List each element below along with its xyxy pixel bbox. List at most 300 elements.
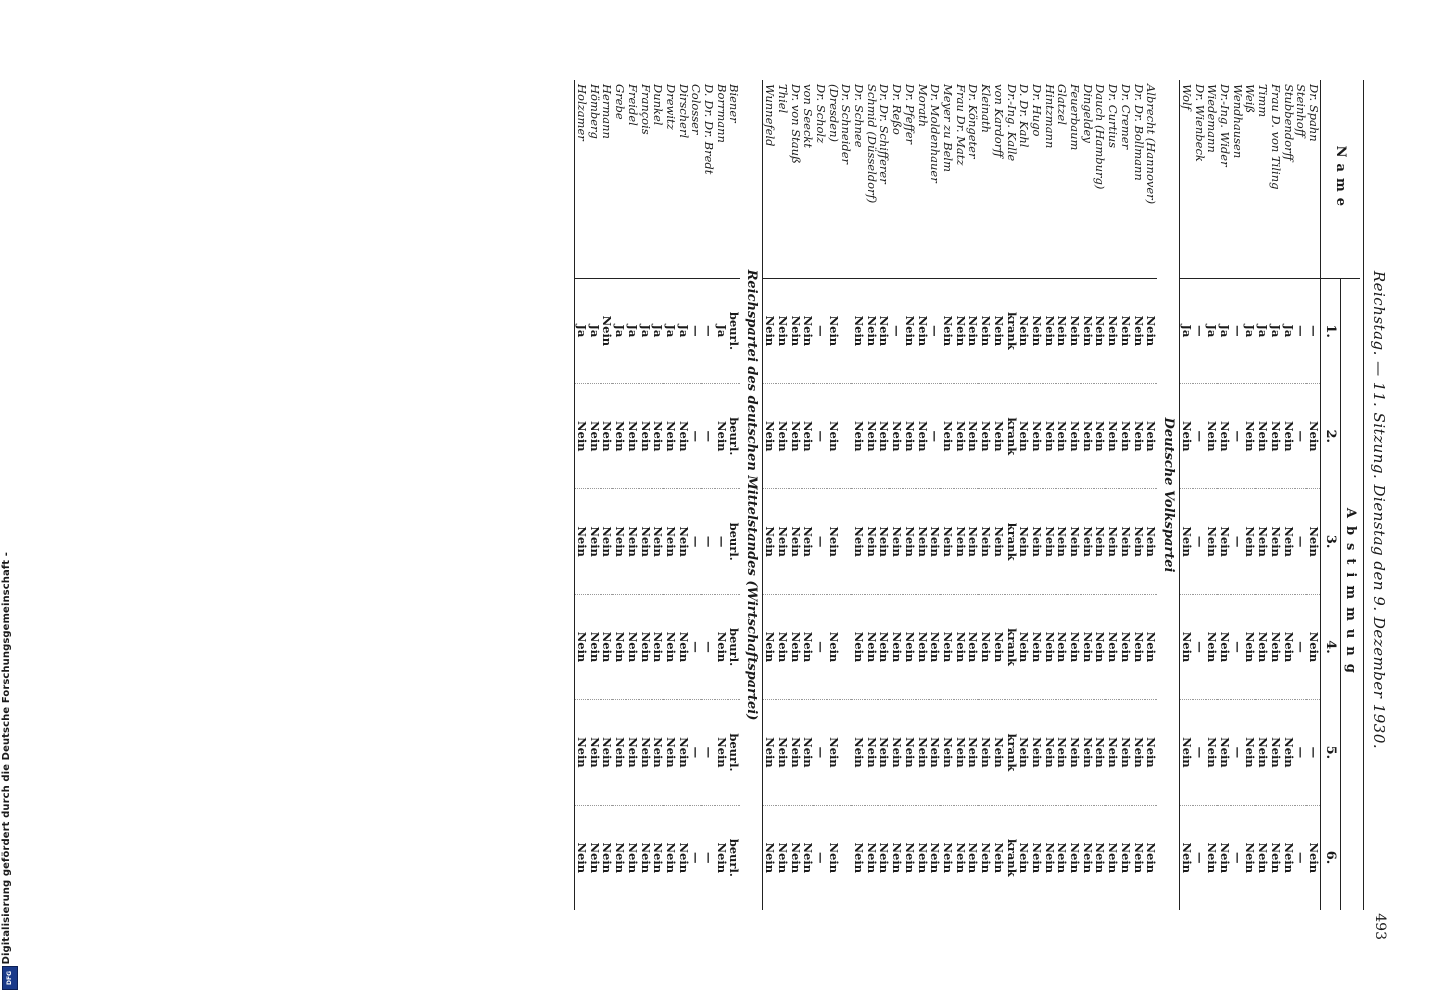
table-row bbox=[891, 80, 904, 910]
vote-cell: Nein bbox=[1282, 700, 1295, 805]
vote-cell: — bbox=[702, 278, 715, 383]
vote-cell: — bbox=[702, 805, 715, 910]
vote-cell: Nein bbox=[789, 489, 802, 594]
vote-cell: Nein bbox=[763, 278, 776, 383]
vote-cell: beurl. bbox=[728, 805, 741, 910]
member-name: Dr. Moldenhauer bbox=[929, 80, 942, 278]
vote-cell bbox=[840, 700, 853, 805]
vote-cell: Nein bbox=[827, 594, 840, 699]
vote-cell: Nein bbox=[1244, 489, 1257, 594]
vote-cell: Nein bbox=[1180, 805, 1193, 910]
vote-cell: — bbox=[690, 805, 703, 910]
vote-cell: Nein bbox=[1218, 489, 1231, 594]
vote-cell: — bbox=[1193, 594, 1206, 699]
vote-cell bbox=[840, 805, 853, 910]
col-number-1: 1. bbox=[1321, 278, 1341, 383]
vote-cell: Nein bbox=[967, 700, 980, 805]
vote-cell: Nein bbox=[1106, 278, 1119, 383]
member-name: Albrecht (Hannover) bbox=[1145, 80, 1158, 278]
member-name: Dr. Dr. Schifferer bbox=[878, 80, 891, 278]
vote-cell: Nein bbox=[1056, 489, 1069, 594]
vote-cell: — bbox=[1193, 278, 1206, 383]
vote-cell: Nein bbox=[916, 278, 929, 383]
vote-cell: Nein bbox=[903, 700, 916, 805]
vote-cell: Nein bbox=[652, 384, 665, 489]
member-name: Dr. Wienbeck bbox=[1193, 80, 1206, 278]
vote-cell: Nein bbox=[575, 805, 588, 910]
member-name: Glatzel bbox=[1056, 80, 1069, 278]
vote-cell: Nein bbox=[588, 700, 601, 805]
table-row bbox=[827, 80, 840, 910]
vote-cell: Nein bbox=[575, 384, 588, 489]
vote-cell: Nein bbox=[677, 700, 690, 805]
vote-table bbox=[574, 80, 1360, 910]
vote-cell: Nein bbox=[664, 594, 677, 699]
member-name: Biener bbox=[728, 80, 741, 278]
vote-cell: Nein bbox=[1307, 384, 1320, 489]
vote-cell: Ja bbox=[1206, 278, 1219, 383]
vote-cell: Nein bbox=[1145, 805, 1158, 910]
vote-cell: Nein bbox=[1145, 594, 1158, 699]
vote-cell: Nein bbox=[992, 278, 1005, 383]
dfg-logo: DFG bbox=[2, 966, 18, 990]
vote-cell: Nein bbox=[1094, 278, 1107, 383]
table-row bbox=[763, 80, 776, 910]
vote-cell: — bbox=[1231, 278, 1244, 383]
table-row bbox=[626, 80, 639, 910]
vote-cell: — bbox=[702, 594, 715, 699]
vote-cell: krank bbox=[1005, 278, 1018, 383]
member-name: Timm bbox=[1256, 80, 1269, 278]
vote-cell: Nein bbox=[929, 700, 942, 805]
vote-cell: Nein bbox=[1043, 805, 1056, 910]
vote-cell: Nein bbox=[639, 700, 652, 805]
vote-cell: Nein bbox=[776, 700, 789, 805]
vote-cell: Nein bbox=[1094, 805, 1107, 910]
vote-cell: Ja bbox=[664, 278, 677, 383]
vote-cell: Nein bbox=[763, 805, 776, 910]
vote-cell: — bbox=[1295, 700, 1308, 805]
vote-cell: Nein bbox=[929, 594, 942, 699]
vote-cell: Nein bbox=[941, 805, 954, 910]
vote-cell: Nein bbox=[588, 489, 601, 594]
vote-cell: Nein bbox=[865, 594, 878, 699]
vote-cell: Nein bbox=[954, 805, 967, 910]
vote-cell: Nein bbox=[664, 489, 677, 594]
running-title: Reichstag. — 11. Sitzung. Dienstag den 9. Dezember 1930. bbox=[1370, 270, 1388, 750]
vote-cell: Nein bbox=[827, 489, 840, 594]
vote-cell: Nein bbox=[639, 805, 652, 910]
vote-cell: Nein bbox=[715, 805, 728, 910]
vote-cell: Nein bbox=[1081, 384, 1094, 489]
table-row bbox=[677, 80, 690, 910]
vote-cell: Nein bbox=[575, 594, 588, 699]
member-name: Dr.-Ing. Wider bbox=[1218, 80, 1231, 278]
member-name: Dr. Curtius bbox=[1106, 80, 1119, 278]
vote-cell: Nein bbox=[1282, 384, 1295, 489]
vote-cell: Nein bbox=[1145, 700, 1158, 805]
table-row bbox=[1282, 80, 1295, 910]
vote-cell: Nein bbox=[613, 384, 626, 489]
vote-cell: Nein bbox=[1206, 489, 1219, 594]
vote-cell: Nein bbox=[941, 384, 954, 489]
vote-cell: Nein bbox=[802, 489, 815, 594]
member-name: Dingeldey bbox=[1081, 80, 1094, 278]
table-row bbox=[865, 80, 878, 910]
vote-cell: Nein bbox=[1030, 489, 1043, 594]
member-name: D. Dr. Kahl bbox=[1018, 80, 1031, 278]
vote-cell: Nein bbox=[878, 805, 891, 910]
vote-cell: Nein bbox=[967, 805, 980, 910]
vote-cell: Nein bbox=[967, 594, 980, 699]
vote-cell: Nein bbox=[916, 489, 929, 594]
vote-cell: Ja bbox=[1269, 278, 1282, 383]
member-name: Dr. Hugo bbox=[1030, 80, 1043, 278]
table-row bbox=[1145, 80, 1158, 910]
vote-cell: Nein bbox=[891, 700, 904, 805]
table-row bbox=[664, 80, 677, 910]
vote-cell: Nein bbox=[1180, 700, 1193, 805]
member-name: Dr. Cremer bbox=[1119, 80, 1132, 278]
vote-cell: — bbox=[1231, 489, 1244, 594]
vote-cell: — bbox=[814, 278, 827, 383]
vote-cell: — bbox=[1307, 700, 1320, 805]
vote-cell: Nein bbox=[601, 384, 614, 489]
vote-cell: Nein bbox=[1106, 384, 1119, 489]
vote-cell: — bbox=[1193, 700, 1206, 805]
vote-cell: Nein bbox=[941, 700, 954, 805]
member-name: Wendhausen bbox=[1231, 80, 1244, 278]
rotated-page-content bbox=[120, 80, 1400, 940]
vote-cell: Nein bbox=[903, 384, 916, 489]
vote-cell: Nein bbox=[1030, 700, 1043, 805]
vote-cell: beurl. bbox=[728, 384, 741, 489]
table-row bbox=[1106, 80, 1119, 910]
vote-cell: Nein bbox=[601, 489, 614, 594]
vote-cell: — bbox=[929, 278, 942, 383]
vote-cell: Nein bbox=[802, 700, 815, 805]
vote-cell: Nein bbox=[613, 489, 626, 594]
table-row bbox=[1056, 80, 1069, 910]
vote-cell: Nein bbox=[992, 384, 1005, 489]
table-row bbox=[1094, 80, 1107, 910]
vote-cell: Ja bbox=[1282, 278, 1295, 383]
vote-cell: Ja bbox=[1256, 278, 1269, 383]
table-row bbox=[1132, 80, 1145, 910]
vote-cell: Nein bbox=[677, 489, 690, 594]
vote-cell: Nein bbox=[903, 278, 916, 383]
vote-cell: Nein bbox=[1145, 278, 1158, 383]
vote-cell: Ja bbox=[575, 278, 588, 383]
vote-cell: Nein bbox=[677, 384, 690, 489]
vote-cell: Nein bbox=[789, 278, 802, 383]
vote-cell: Nein bbox=[941, 278, 954, 383]
col-number-6: 6. bbox=[1321, 805, 1341, 910]
table-row bbox=[1068, 80, 1081, 910]
table-row bbox=[1256, 80, 1269, 910]
vote-cell: Nein bbox=[1132, 700, 1145, 805]
vote-cell: Nein bbox=[588, 384, 601, 489]
vote-cell: Nein bbox=[613, 594, 626, 699]
member-name: François bbox=[639, 80, 652, 278]
vote-cell: beurl. bbox=[728, 594, 741, 699]
member-name: Hintzmann bbox=[1043, 80, 1056, 278]
table-row bbox=[992, 80, 1005, 910]
party-section-title: Deutsche Volkspartei bbox=[1161, 417, 1177, 573]
vote-cell: Nein bbox=[802, 384, 815, 489]
digitization-credit bbox=[0, 551, 22, 994]
scanned-page bbox=[120, 80, 1400, 940]
col-number-3: 3. bbox=[1321, 489, 1341, 594]
member-name: Wunnefeld bbox=[763, 80, 776, 278]
vote-cell: Nein bbox=[891, 489, 904, 594]
vote-cell: Nein bbox=[613, 700, 626, 805]
vote-cell: — bbox=[690, 278, 703, 383]
vote-cell: Nein bbox=[776, 278, 789, 383]
vote-cell: Nein bbox=[1244, 594, 1257, 699]
vote-cell: Nein bbox=[1218, 700, 1231, 805]
vote-cell: Nein bbox=[1119, 278, 1132, 383]
vote-cell: Nein bbox=[852, 805, 865, 910]
vote-cell: Ja bbox=[1218, 278, 1231, 383]
vote-cell: Nein bbox=[763, 700, 776, 805]
member-name: Dr. Köngeter bbox=[967, 80, 980, 278]
table-row bbox=[1231, 80, 1244, 910]
vote-cell: Nein bbox=[891, 594, 904, 699]
member-name: Borrmann bbox=[715, 80, 728, 278]
vote-cell: Nein bbox=[1056, 278, 1069, 383]
vote-cell: Nein bbox=[626, 489, 639, 594]
member-name: D. Dr. Dr. Bredt bbox=[702, 80, 715, 278]
member-name: Drewitz bbox=[664, 80, 677, 278]
vote-cell: Nein bbox=[802, 594, 815, 699]
vote-cell: — bbox=[1231, 594, 1244, 699]
vote-cell: Ja bbox=[639, 278, 652, 383]
table-row bbox=[1043, 80, 1056, 910]
vote-cell: Nein bbox=[954, 278, 967, 383]
vote-cell: Nein bbox=[891, 384, 904, 489]
vote-cell: Nein bbox=[715, 384, 728, 489]
table-row bbox=[588, 80, 601, 910]
vote-cell: Nein bbox=[865, 278, 878, 383]
table-row bbox=[1005, 80, 1018, 910]
vote-cell: Nein bbox=[677, 594, 690, 699]
vote-cell: Nein bbox=[664, 384, 677, 489]
vote-cell: Nein bbox=[1256, 384, 1269, 489]
vote-cell: Nein bbox=[967, 489, 980, 594]
table-row bbox=[967, 80, 980, 910]
vote-cell: Nein bbox=[1068, 278, 1081, 383]
vote-cell: Nein bbox=[954, 700, 967, 805]
vote-cell: Nein bbox=[903, 489, 916, 594]
vote-cell: Nein bbox=[1132, 594, 1145, 699]
vote-cell: — bbox=[814, 594, 827, 699]
vote-cell: Nein bbox=[776, 384, 789, 489]
vote-cell: Nein bbox=[1056, 384, 1069, 489]
vote-cell: Nein bbox=[967, 384, 980, 489]
member-name: Dr. Dr. Bollmann bbox=[1132, 80, 1145, 278]
vote-cell: — bbox=[1193, 805, 1206, 910]
vote-cell: Nein bbox=[639, 384, 652, 489]
vote-cell: Nein bbox=[1018, 384, 1031, 489]
vote-cell: Nein bbox=[776, 489, 789, 594]
vote-cell: krank bbox=[1005, 700, 1018, 805]
vote-cell: Nein bbox=[1030, 278, 1043, 383]
member-name: Meyer zu Belm bbox=[941, 80, 954, 278]
vote-cell: — bbox=[929, 384, 942, 489]
vote-cell: Nein bbox=[852, 594, 865, 699]
table-row bbox=[802, 80, 815, 910]
vote-cell: Nein bbox=[929, 805, 942, 910]
vote-cell: Nein bbox=[878, 489, 891, 594]
vote-cell: Nein bbox=[979, 805, 992, 910]
vote-cell: Nein bbox=[776, 805, 789, 910]
vote-cell bbox=[840, 594, 853, 699]
vote-cell: Nein bbox=[979, 278, 992, 383]
vote-cell: — bbox=[1193, 489, 1206, 594]
vote-cell: Nein bbox=[1030, 384, 1043, 489]
vote-cell: Nein bbox=[1218, 805, 1231, 910]
vote-cell: beurl. bbox=[728, 278, 741, 383]
vote-cell: Nein bbox=[1282, 489, 1295, 594]
vote-cell: Nein bbox=[715, 700, 728, 805]
vote-cell: Nein bbox=[967, 278, 980, 383]
vote-cell: krank bbox=[1005, 594, 1018, 699]
table-row bbox=[1193, 80, 1206, 910]
vote-cell: Nein bbox=[763, 384, 776, 489]
vote-cell: Nein bbox=[1106, 594, 1119, 699]
vote-cell: Nein bbox=[664, 805, 677, 910]
vote-cell: Nein bbox=[1018, 278, 1031, 383]
vote-cell: Nein bbox=[789, 805, 802, 910]
vote-cell: — bbox=[1295, 805, 1308, 910]
vote-cell: Nein bbox=[1018, 594, 1031, 699]
member-name: Dr. Spahn bbox=[1307, 80, 1320, 278]
vote-cell: Nein bbox=[1119, 384, 1132, 489]
vote-cell: — bbox=[1231, 384, 1244, 489]
vote-cell: Nein bbox=[903, 805, 916, 910]
vote-cell: Nein bbox=[941, 489, 954, 594]
vote-cell: Nein bbox=[941, 594, 954, 699]
vote-cell: — bbox=[690, 384, 703, 489]
table-row bbox=[941, 80, 954, 910]
credit-text: Digitalisierung gefördert durch die Deutsche Forschungsgemeinschaft - bbox=[1, 551, 12, 964]
member-name: Dr. Scholz bbox=[814, 80, 827, 278]
vote-cell: Nein bbox=[1244, 384, 1257, 489]
vote-cell: Nein bbox=[1269, 700, 1282, 805]
member-name: Kleinath bbox=[979, 80, 992, 278]
vote-cell: Nein bbox=[1081, 594, 1094, 699]
vote-cell: Nein bbox=[1068, 700, 1081, 805]
member-name: Schmid (Düsseldorf) bbox=[865, 80, 878, 278]
vote-cell: Nein bbox=[776, 594, 789, 699]
vote-cell: Nein bbox=[954, 594, 967, 699]
vote-cell: Nein bbox=[852, 384, 865, 489]
header-rule bbox=[1363, 80, 1364, 910]
vote-cell: Nein bbox=[1180, 384, 1193, 489]
vote-cell: Nein bbox=[954, 384, 967, 489]
vote-cell: Nein bbox=[916, 805, 929, 910]
vote-cell: Nein bbox=[1206, 805, 1219, 910]
vote-cell: krank bbox=[1005, 384, 1018, 489]
vote-cell: Nein bbox=[827, 805, 840, 910]
vote-cell: Nein bbox=[601, 805, 614, 910]
vote-cell: Nein bbox=[1068, 489, 1081, 594]
vote-cell: Ja bbox=[613, 278, 626, 383]
table-row bbox=[1244, 80, 1257, 910]
table-row bbox=[1180, 80, 1193, 910]
member-name: Dr. von Stauß bbox=[789, 80, 802, 278]
vote-cell: Nein bbox=[865, 489, 878, 594]
vote-cell: Nein bbox=[802, 278, 815, 383]
table-row bbox=[1206, 80, 1219, 910]
vote-cell: Nein bbox=[1068, 594, 1081, 699]
vote-cell: Ja bbox=[626, 278, 639, 383]
vote-cell: Nein bbox=[1043, 594, 1056, 699]
table-row bbox=[575, 80, 588, 910]
table-row bbox=[852, 80, 865, 910]
vote-cell: Nein bbox=[575, 700, 588, 805]
vote-cell: Nein bbox=[639, 594, 652, 699]
vote-cell: Nein bbox=[763, 594, 776, 699]
table-row bbox=[878, 80, 891, 910]
vote-cell: Nein bbox=[865, 700, 878, 805]
table-row bbox=[1018, 80, 1031, 910]
vote-cell: Ja bbox=[652, 278, 665, 383]
vote-cell: Nein bbox=[626, 700, 639, 805]
member-name: Dauch (Hamburg) bbox=[1094, 80, 1107, 278]
vote-cell: Nein bbox=[575, 489, 588, 594]
vote-cell: Nein bbox=[1056, 594, 1069, 699]
table-row bbox=[1269, 80, 1282, 910]
vote-cell: Nein bbox=[1180, 594, 1193, 699]
table-row bbox=[979, 80, 992, 910]
table-row bbox=[1081, 80, 1094, 910]
member-name: Grebe bbox=[613, 80, 626, 278]
vote-cell: Nein bbox=[1030, 594, 1043, 699]
vote-cell: Nein bbox=[626, 805, 639, 910]
vote-cell: Nein bbox=[1094, 700, 1107, 805]
vote-cell: Nein bbox=[1206, 384, 1219, 489]
vote-cell: Nein bbox=[1094, 594, 1107, 699]
vote-cell: Nein bbox=[639, 489, 652, 594]
vote-cell: Nein bbox=[789, 594, 802, 699]
vote-cell: Nein bbox=[1081, 805, 1094, 910]
vote-cell: Nein bbox=[1206, 700, 1219, 805]
vote-cell: Nein bbox=[954, 489, 967, 594]
table-row bbox=[789, 80, 802, 910]
vote-cell: — bbox=[1193, 384, 1206, 489]
vote-cell bbox=[840, 384, 853, 489]
vote-cell: Nein bbox=[1056, 805, 1069, 910]
vote-cell: Nein bbox=[1269, 594, 1282, 699]
vote-cell bbox=[840, 489, 853, 594]
vote-cell: — bbox=[702, 384, 715, 489]
vote-cell: Nein bbox=[1119, 489, 1132, 594]
vote-cell: Nein bbox=[652, 489, 665, 594]
vote-cell: Nein bbox=[601, 278, 614, 383]
vote-cell: Nein bbox=[827, 384, 840, 489]
vote-cell: — bbox=[690, 489, 703, 594]
vote-cell: Nein bbox=[979, 594, 992, 699]
vote-cell: Nein bbox=[1145, 384, 1158, 489]
page-header bbox=[1360, 80, 1400, 940]
vote-cell: — bbox=[1295, 489, 1308, 594]
member-name: von Kardorff bbox=[992, 80, 1005, 278]
vote-cell: — bbox=[1295, 278, 1308, 383]
vote-cell: Nein bbox=[916, 594, 929, 699]
vote-cell: — bbox=[891, 278, 904, 383]
